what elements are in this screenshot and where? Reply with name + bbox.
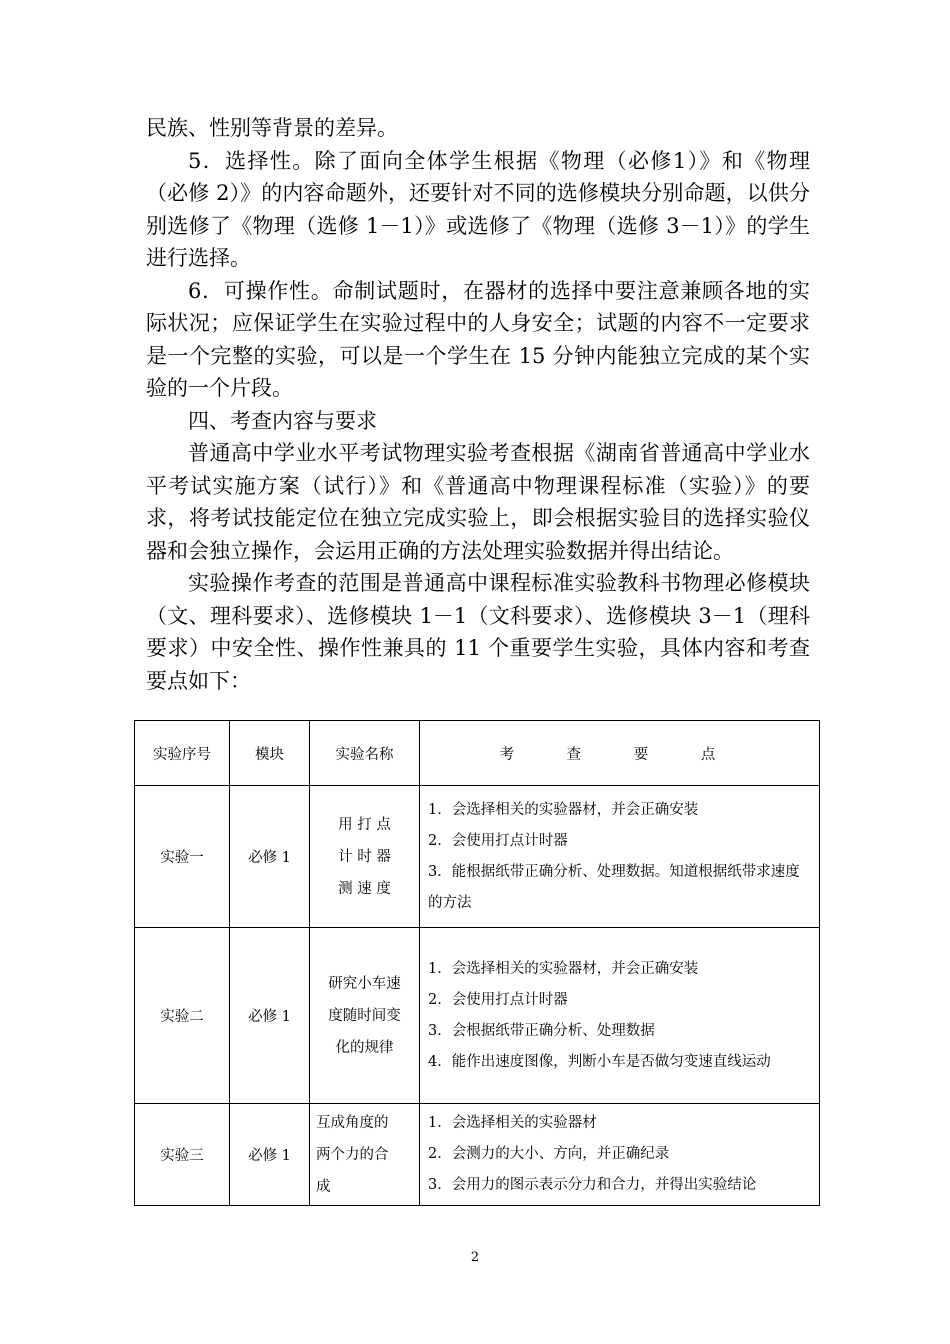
experiment-table — [134, 720, 819, 1206]
header-name: 实验名称 — [310, 721, 420, 786]
header-module: 模块 — [230, 721, 310, 786]
point-item: 1．会选择相关的实验器材，并会正确安装 — [428, 960, 699, 977]
point-item: 2．会测力的大小、方向，并正确纪录 — [428, 1146, 670, 1162]
header-points: 考 查 要 点 — [420, 721, 820, 786]
row-seq: 实验一 — [135, 786, 230, 928]
name-line: 两个力的合 — [316, 1146, 389, 1163]
row-points — [420, 786, 820, 928]
name-line: 互成角度的 — [316, 1114, 389, 1131]
table-row — [135, 928, 820, 1104]
name-line: 化的规律 — [335, 1039, 394, 1056]
body-text — [146, 112, 810, 697]
row-module: 必修 1 — [230, 786, 310, 928]
name-line: 测 速 度 — [338, 880, 391, 897]
table-header-row — [135, 721, 820, 786]
row-experiment-name — [310, 786, 420, 928]
row-module: 必修 1 — [230, 928, 310, 1104]
point-item: 3．能根据纸带正确分析、处理数据。知道根据纸带求速度的方法 — [428, 863, 800, 911]
row-points — [420, 928, 820, 1104]
point-item: 3．会根据纸带正确分析、处理数据 — [428, 1022, 655, 1039]
paragraph-5: 实验操作考查的范围是普通高中课程标准实验教科书物理必修模块（文、理科要求）、选修模块 1－1（文科要求）、选修模块 3－1（理科要求）中安全性、操作性兼具的 11 个重要学生实验，具体内容和考查要点如下： — [146, 571, 810, 693]
row-seq: 实验三 — [135, 1104, 230, 1206]
row-experiment-name — [310, 928, 420, 1104]
name-line: 成 — [316, 1178, 331, 1195]
paragraph-4: 普通高中学业水平考试物理实验考查根据《湖南省普通高中学业水平考试实施方案（试行）》和《普通高中物理课程标准（实验）》的要求，将考试技能定位在独立完成实验上，即会根据实验目的选择实验仪器和会独立操作，会运用正确的方法处理实验数据并得出结论。 — [146, 441, 810, 563]
name-line: 用 打 点 — [338, 816, 391, 833]
name-line: 度随时间变 — [328, 1007, 401, 1024]
row-points — [420, 1104, 820, 1206]
point-item: 2．会使用打点计时器 — [428, 832, 568, 849]
point-item: 4．能作出速度图像，判断小车是否做匀变速直线运动 — [428, 1053, 771, 1070]
point-item: 3．会用力的图示表示分力和合力，并得出实验结论 — [428, 1177, 757, 1193]
paragraph-3: 6．可操作性。命制试题时，在器材的选择中要注意兼顾各地的实际状况；应保证学生在实验过程中的人身安全；试题的内容不一定要求是一个完整的实验，可以是一个学生在 15 分钟内能独立完成的某个实验的一个片段。 — [146, 278, 810, 400]
row-module: 必修 1 — [230, 1104, 310, 1206]
name-line: 计 时 器 — [338, 848, 391, 865]
row-experiment-name — [310, 1104, 420, 1206]
table-row — [135, 786, 820, 928]
section-heading: 四、考查内容与要求 — [188, 408, 377, 433]
paragraph-2: 5．选择性。除了面向全体学生根据《物理（必修1）》和《物理（必修 2）》的内容命题外，还要针对不同的选修模块分别命题，以供分别选修了《物理（选修 1－1）》或选修了《物理（选修 3－1）》的学生进行选择。 — [146, 148, 810, 270]
header-seq: 实验序号 — [135, 721, 230, 786]
paragraph-1: 民族、性别等背景的差异。 — [146, 116, 398, 140]
name-line: 研究小车速 — [328, 975, 401, 992]
point-item: 2．会使用打点计时器 — [428, 991, 568, 1008]
row-seq: 实验二 — [135, 928, 230, 1104]
page-number: 2 — [470, 1250, 480, 1265]
point-item: 1．会选择相关的实验器材 — [428, 1115, 597, 1131]
point-item: 1．会选择相关的实验器材，并会正确安装 — [428, 801, 699, 818]
table-row — [135, 1104, 820, 1206]
